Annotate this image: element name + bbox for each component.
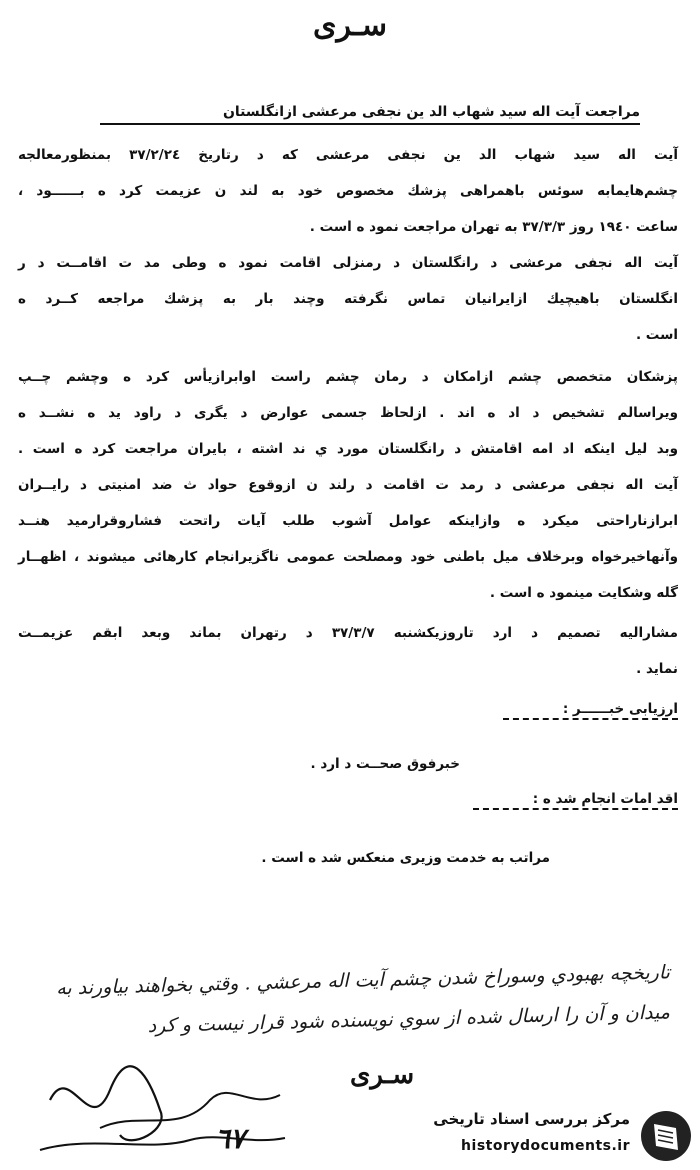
body-line: ابرازناراحتى ميكرد ه وازاينكه عوامل آشوب طلب آيات راتحت فشاروقرارميد هنــد (18, 513, 678, 529)
body-line: انگلستان باهيچيك ازايرانيان تماس نگرفته وچند بار به پزشك مراجعه كــرد ه (18, 291, 678, 307)
book-page-icon (640, 1110, 692, 1162)
body-line: ويراسالم تشخيص د اد ه اند . ازلحاظ جسمى عوارض د يگرى د راود يد ه نشــد ه (18, 405, 678, 421)
body-line: وبد ليل اينكه اد امه اقامتش د رانگلستان مورد ي ند اشته ، بايران مراجعت كرد ه است . (18, 441, 678, 457)
body-line: چشم‌هايمابه سوئس باهمراهى پزشك مخصوص خود به لند ن عزيمت كرد ه بــــــود ، (18, 183, 678, 199)
handwritten-note-line: تاريخچه بهبودي وسوراخ شدن چشم آيت اله مرعشي . وقتي بخواهند بياورند به (55, 961, 671, 1000)
body-line: وآنهاخيرخواه وبرخلاف ميل باطنى خود ومصلحت عمومى ناگزيرانجام كارهائى ميشوند ، اظهــار (18, 549, 678, 565)
watermark-persian-text: مركز بررسى اسناد تاريخى (433, 1110, 630, 1128)
body-line: ساعت ١٩٤٠ روز ٣٧/٣/٣ به تهران مراجعت نمود ه است . (309, 219, 678, 235)
document-subject: مراجعت آيت اله سيد شهاب الد ين نجفى مرعشى ازانگلستان (100, 104, 640, 125)
body-line: نمايد . (636, 661, 678, 677)
body-line: پزشكان متخصص چشم ازامكان د رمان چشم راست اوابرازيأس كرد ه وچشم چــپ (18, 369, 678, 385)
actions-text: مراتب به خدمت وزيرى منعكس شد ه است . (261, 850, 550, 866)
evaluation-text: خبرفوق صحــت د ارد . (310, 756, 460, 772)
handwritten-note-line: ميدان و آن را ارسال شده از سوي نويسنده شود قرار نيست و كرد (147, 1001, 671, 1038)
body-line: است . (635, 327, 678, 343)
handwritten-classification: سـرى (350, 1060, 415, 1090)
classification-heading: سـرى (313, 8, 387, 43)
body-line: آيت اله نجفى مرعشى د رمد ت اقامت د رلند ن ازوقوع حواد ث ضد امنيتى د رايــران (18, 477, 678, 493)
body-line: آيت اله نجفى مرعشى د رانگلستان د رمنزلى اقامت نمود ه وطى مد ت اقامــت د ر (18, 255, 678, 271)
body-line: گله وشكايت مينمود ه است . (489, 585, 678, 601)
watermark-logo (392, 1108, 692, 1164)
actions-title: اقد امات انجام شد ه : (473, 790, 678, 810)
body-line: آيت اله سيد شهاب الد ين نجفى مرعشى كه د رتاريخ ٣٧/٢/٢٤ بمنظورمعالجه (18, 147, 678, 163)
signature-number: ٦٧ (215, 1122, 246, 1155)
handwritten-signature (30, 1040, 330, 1160)
body-line: مشاراليه تصميم د ارد تاروزيكشنبه ٣٧/٣/٧ د رتهران بماند وبعد ابقم عزيمــت (18, 625, 679, 641)
evaluation-title: ارزيابى خبــــــر : (503, 700, 678, 720)
watermark-url: historydocuments.ir (461, 1138, 630, 1154)
